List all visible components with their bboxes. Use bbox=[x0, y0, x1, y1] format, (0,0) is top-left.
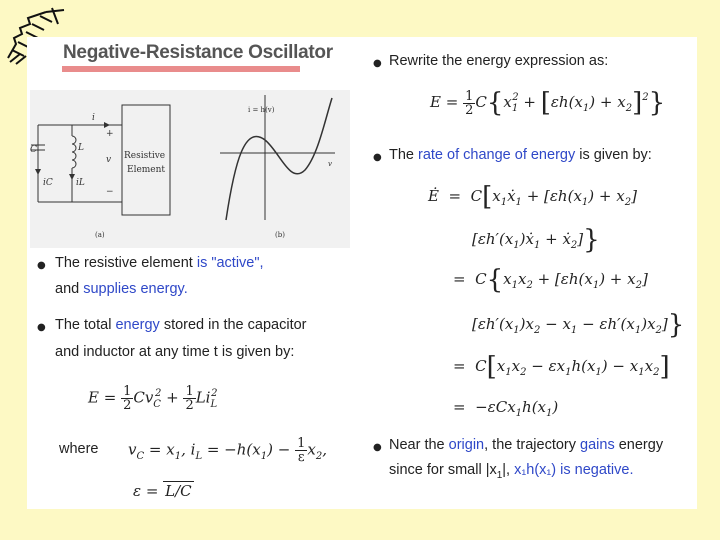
right-bullet3-line2: since for small $|x_1|$, x₁h(x₁) is negative. bbox=[389, 462, 634, 481]
left-bullet1-line2 bbox=[55, 281, 188, 297]
equation-edot-4: $[\varepsilon h'(x_1)x_2 - x_1 - \varepsilon h'(x_1)x_2]$} bbox=[472, 310, 685, 340]
left-bullet2-line1 bbox=[55, 317, 307, 333]
bullet-dot: ● bbox=[373, 152, 382, 163]
equation-edot-6: = $-\varepsilon Cx_1h(x_1)$ bbox=[453, 398, 559, 419]
energy-highlight: energy bbox=[115, 317, 160, 333]
right-bullet1: Rewrite the energy expression as: bbox=[389, 53, 609, 69]
slide-title: Negative-Resistance Oscillator bbox=[63, 42, 333, 63]
bullet-dot: ● bbox=[373, 58, 382, 69]
text-segment: Near the bbox=[389, 437, 449, 453]
resistive-label-2: Element bbox=[127, 165, 166, 175]
label-il: iL bbox=[76, 178, 85, 188]
equation-edot-3: = $C\{x_1x_2 + [\varepsilon h(x_1) + x_2]$ bbox=[453, 265, 648, 295]
equation-substitution: $v_C = x_1$, $i_L = -h(x_1)$ − $\frac{1}{\varepsilon}$ $x_2$, bbox=[128, 436, 327, 465]
label-ic: iC bbox=[43, 178, 53, 188]
active-highlight: is "active", bbox=[196, 255, 264, 271]
text-segment: since for small |x bbox=[389, 462, 497, 478]
negative-highlight: x₁h(x₁) is negative. bbox=[514, 462, 634, 478]
label-v: v bbox=[106, 155, 112, 165]
bullet-dot: ● bbox=[37, 260, 46, 271]
right-bullet2 bbox=[389, 147, 652, 163]
gains-highlight: gains bbox=[580, 437, 615, 453]
equation-energy: E = $\frac{1}{2}$ $Cv_C^2$ + $\frac{1}{2}$ $Li_L^2$ bbox=[88, 384, 218, 413]
origin-highlight: origin bbox=[448, 437, 485, 453]
text-segment: The resistive element bbox=[55, 255, 197, 271]
equation-edot-1: Ė = $C[x_1ẋ_1 + [\varepsilon h(x_1) + x_2]$ bbox=[428, 182, 637, 212]
graph-axis-v: v bbox=[328, 160, 332, 168]
label-plus: + bbox=[106, 129, 114, 139]
caption-b: (b) bbox=[275, 231, 285, 239]
supplies-energy-highlight: supplies energy. bbox=[83, 281, 188, 297]
equation-epsilon: ε = L/C bbox=[133, 482, 192, 500]
text-segment: energy bbox=[614, 437, 664, 453]
rate-of-change-highlight: rate of change of energy bbox=[418, 147, 576, 163]
text-segment: , the trajectory bbox=[484, 437, 581, 453]
label-minus: − bbox=[106, 187, 114, 197]
equation-rewrite: E = $\frac{1}{2}$ $C\{x_1^2 + [\varepsilon h(x_1) + x_2]^2\}$ bbox=[430, 88, 666, 118]
text-segment: |, bbox=[502, 462, 515, 478]
bullet-dot: ● bbox=[37, 322, 46, 333]
text-segment: and bbox=[55, 281, 84, 297]
circuit-figure bbox=[30, 90, 350, 248]
resistive-label-1: Resistive bbox=[124, 151, 166, 161]
text-segment: The bbox=[389, 147, 419, 163]
equation-edot-5: = $C[x_1x_2 - \varepsilon x_1h(x_1) - x_1x_2]$ bbox=[453, 352, 670, 382]
left-bullet1-line1 bbox=[55, 255, 264, 271]
text-segment: The total bbox=[55, 317, 116, 333]
text-segment: is given by: bbox=[575, 147, 652, 163]
label-l: L bbox=[78, 143, 84, 153]
label-c: C bbox=[30, 145, 37, 155]
bullet-dot: ● bbox=[373, 442, 382, 453]
equation-edot-2: [$\varepsilon h'(x_1)ẋ_1$ + ẋ$_2$]} bbox=[472, 225, 600, 255]
label-i: i bbox=[92, 113, 95, 123]
left-bullet2-line2: and inductor at any time t is given by: bbox=[55, 344, 295, 360]
title-underline bbox=[62, 66, 300, 72]
graph-label: i = h(v) bbox=[248, 106, 275, 114]
where-label: where bbox=[59, 441, 99, 457]
text-segment: stored in the capacitor bbox=[159, 317, 307, 333]
caption-a: (a) bbox=[95, 231, 105, 239]
right-bullet3-line1 bbox=[389, 437, 663, 453]
